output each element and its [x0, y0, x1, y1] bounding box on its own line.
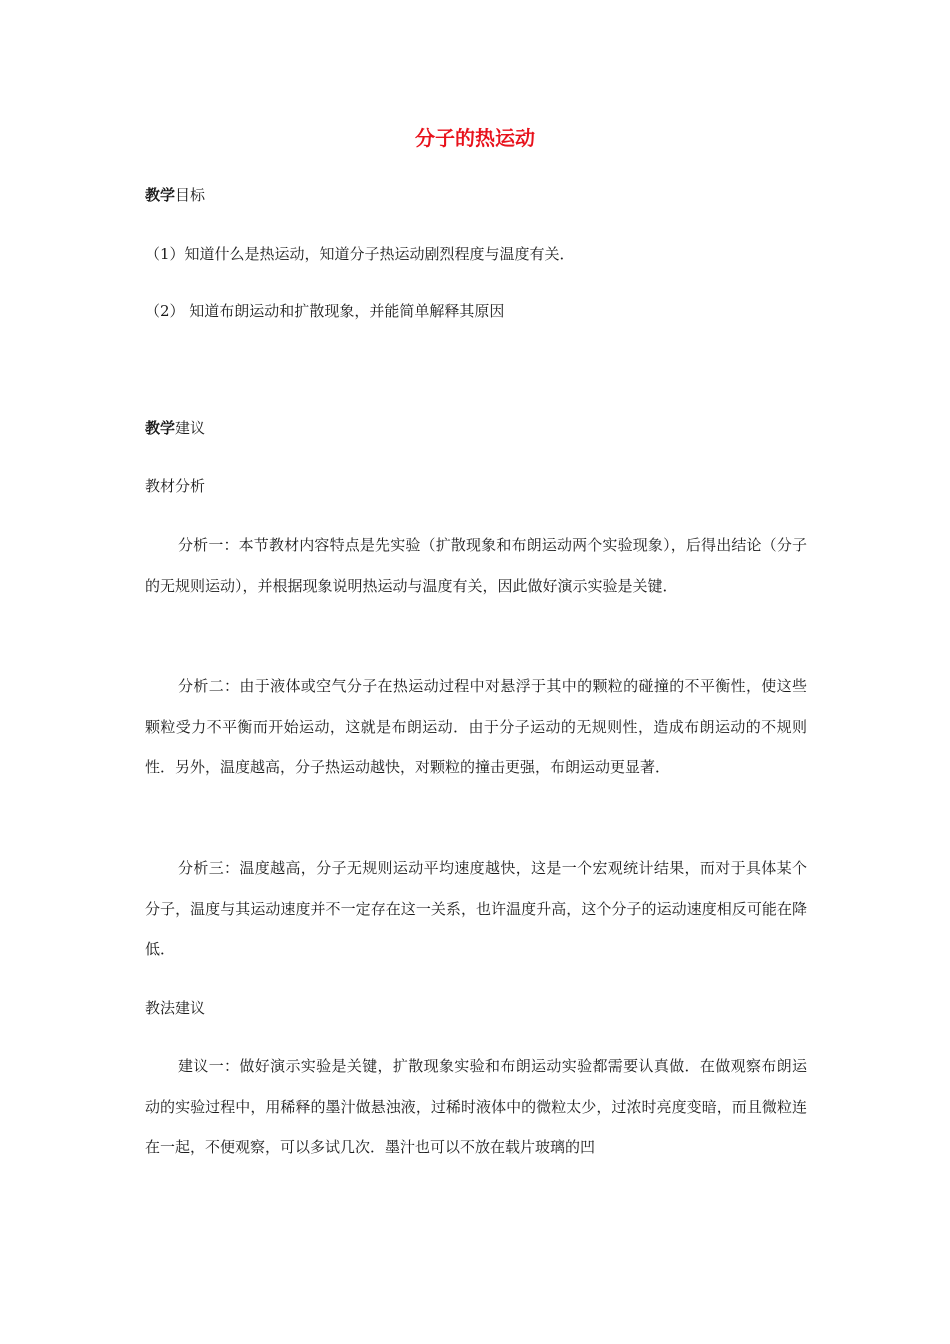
- objective-item-2: （2） 知道布朗运动和扩散现象，并能简单解释其原因: [145, 302, 505, 320]
- suggestion-paragraph-1: 建议一：做好演示实验是关键，扩散现象实验和布朗运动实验都需要认真做．在做观察布朗运动的实验过程中，用稀释的墨汁做悬浊液，过稀时液体中的微粒太少，过浓时亮度变暗，而且微粒连在一起，不便观察，可以多试几次．墨汁也可以不放在载片玻璃的凹: [145, 1057, 807, 1156]
- material-analysis-heading: 教材分析: [145, 477, 206, 495]
- suggestions-heading: [145, 417, 205, 439]
- suggestions-heading-rest: 建议: [175, 419, 206, 437]
- objectives-heading-bold: 教学: [145, 186, 176, 204]
- suggestions-heading-bold: 教学: [145, 419, 176, 437]
- document-title: 分子的热运动: [415, 126, 535, 150]
- analysis-paragraph-3: 分析三：温度越高，分子无规则运动平均速度越快，这是一个宏观统计结果，而对于具体某个分子，温度与其运动速度并不一定存在这一关系，也许温度升高，这个分子的运动速度相反可能在降低．: [145, 859, 807, 958]
- method-suggestions-heading: 教法建议: [145, 999, 206, 1017]
- analysis-paragraph-2: 分析二：由于液体或空气分子在热运动过程中对悬浮于其中的颗粒的碰撞的不平衡性，使这些颗粒受力不平衡而开始运动，这就是布朗运动．由于分子运动的无规则性，造成布朗运动的不规则性．另外，温度越高，分子热运动越快，对颗粒的撞击更强，布朗运动更显著．: [145, 677, 807, 776]
- objectives-heading-rest: 目标: [175, 186, 206, 204]
- objectives-heading: [145, 184, 205, 206]
- analysis-paragraph-1: 分析一：本节教材内容特点是先实验（扩散现象和布朗运动两个实验现象），后得出结论（分子的无规则运动），并根据现象说明热运动与温度有关，因此做好演示实验是关键．: [145, 536, 807, 595]
- objective-item-1: （1）知道什么是热运动，知道分子热运动剧烈程度与温度有关．: [145, 245, 575, 263]
